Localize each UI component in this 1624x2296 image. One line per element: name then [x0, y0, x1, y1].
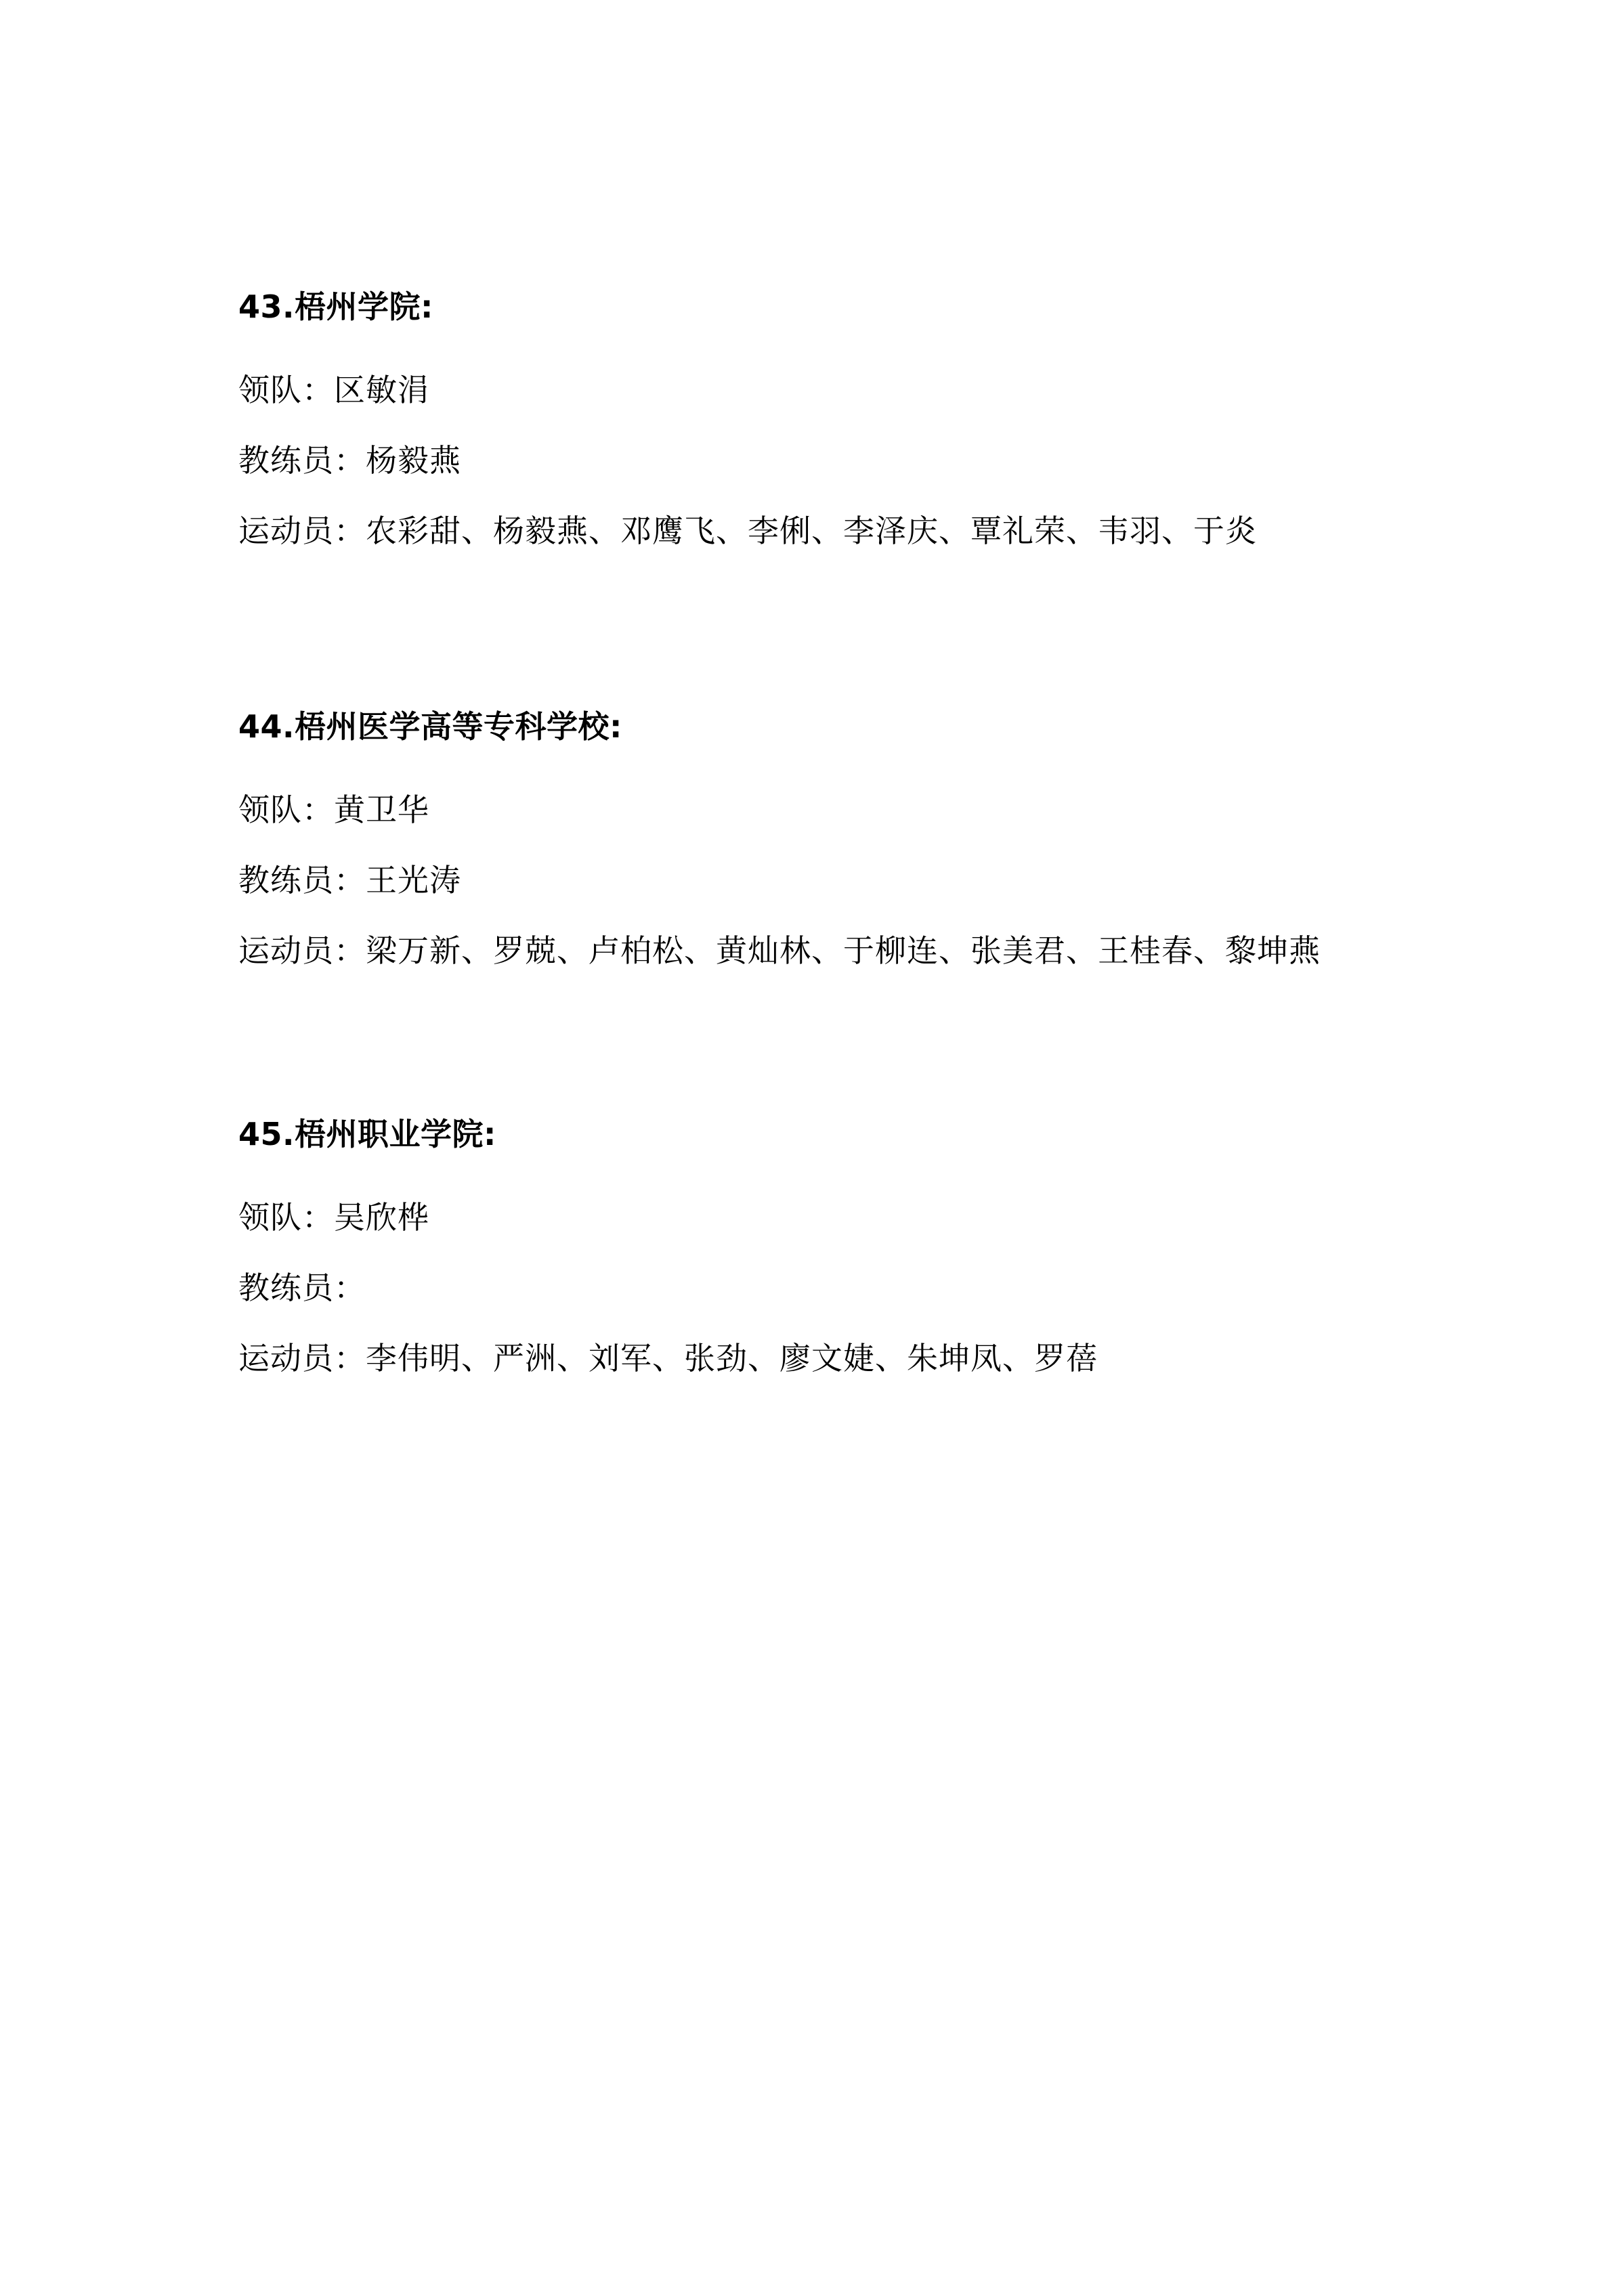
- leader-label-43: 领队：: [238, 372, 334, 408]
- coach-value-43: 杨毅燕: [366, 442, 461, 479]
- leader-line-44: [238, 775, 1421, 845]
- coach-line-45: [238, 1253, 1421, 1323]
- leader-value-43: 区敏涓: [334, 372, 429, 408]
- leader-label-45: 领队：: [238, 1199, 334, 1236]
- coach-label-43: 教练员：: [238, 442, 366, 479]
- athletes-value-43: 农彩甜、杨毅燕、邓鹰飞、李俐、李泽庆、覃礼荣、韦羽、于炎: [366, 513, 1257, 549]
- coach-line-43: [238, 425, 1421, 496]
- section-gap-1: [238, 566, 1421, 711]
- athletes-line-44: [238, 915, 1421, 986]
- leader-value-44: 黄卫华: [334, 792, 429, 828]
- leader-line-45: [238, 1182, 1421, 1253]
- athletes-line-43: [238, 496, 1421, 566]
- leader-value-45: 吴欣桦: [334, 1199, 429, 1236]
- coach-label-45: 教练员：: [238, 1270, 366, 1306]
- leader-line-43: [238, 355, 1421, 425]
- section-44: [238, 708, 1421, 986]
- athletes-line-45: [238, 1323, 1421, 1393]
- athletes-value-44: 梁万新、罗兢、卢柏松、黄灿林、于柳连、张美君、王桂春、黎坤燕: [366, 932, 1321, 969]
- section-heading-45: 45.梧州职业学院:: [238, 1116, 496, 1152]
- athletes-label-44: 运动员：: [238, 932, 366, 969]
- coach-label-44: 教练员：: [238, 862, 366, 898]
- section-43: [238, 288, 1421, 566]
- leader-label-44: 领队：: [238, 792, 334, 828]
- coach-line-44: [238, 845, 1421, 915]
- athletes-value-45: 李伟明、严洲、刘军、张劲、廖文婕、朱坤凤、罗蓓: [366, 1340, 1098, 1377]
- section-heading-44: 44.梧州医学高等专科学校:: [238, 708, 622, 745]
- coach-value-44: 王光涛: [366, 862, 461, 898]
- section-gap-2: [238, 986, 1421, 1119]
- section-heading-43: 43.梧州学院:: [238, 288, 433, 325]
- athletes-label-45: 运动员：: [238, 1340, 366, 1377]
- section-45: [238, 1116, 1421, 1393]
- athletes-label-43: 运动员：: [238, 513, 366, 549]
